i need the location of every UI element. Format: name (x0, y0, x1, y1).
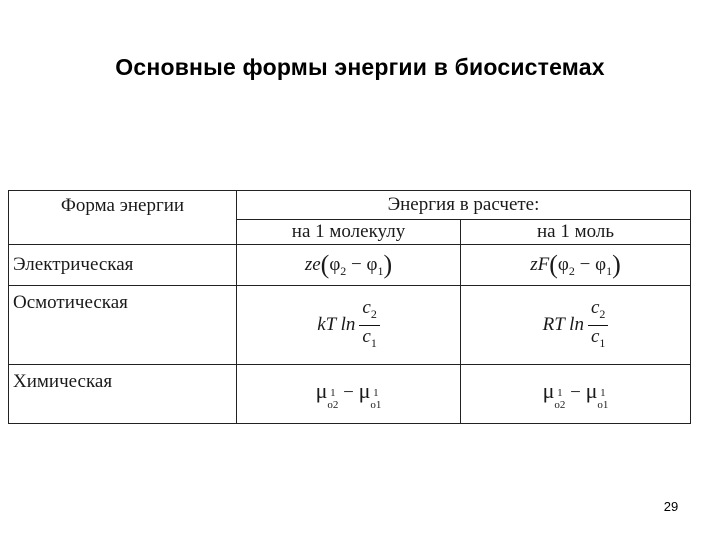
row-label-chemical: Химическая (9, 365, 237, 424)
fraction: $\frac{c_2}{c_1}$ (588, 297, 608, 354)
header-energy-form: Форма энергии (9, 191, 237, 245)
formula-chemical-mole: μ 1 o2 − μ 1 o1 (461, 365, 691, 424)
page-number: 29 (663, 499, 679, 514)
formula-electrical-molecule: $ze(\varphi_2 - \varphi_1)$ (237, 245, 461, 286)
header-per-mole: на 1 моль (461, 220, 691, 245)
table-header-row (9, 191, 691, 220)
table-row (9, 365, 691, 424)
formula-osmotic-molecule: kT ln $\frac{c_2}{c_1}$ (237, 286, 461, 365)
table-row (9, 245, 691, 286)
row-label-electrical: Электрическая (9, 245, 237, 286)
energy-forms-table (8, 190, 691, 424)
formula-chemical-molecule: μ 1 o2 − μ 1 o1 (237, 365, 461, 424)
header-per-molecule: на 1 молекулу (237, 220, 461, 245)
fraction: $\frac{c_2}{c_1}$ (359, 297, 379, 354)
row-label-osmotic: Осмотическая (9, 286, 237, 365)
slide-title: Основные формы энергии в биосистемах (115, 54, 605, 80)
table-row (9, 286, 691, 365)
formula-electrical-mole: $zF(\varphi_2 - \varphi_1)$ (461, 245, 691, 286)
header-energy-calc: Энергия в расчете: (237, 191, 691, 220)
formula-osmotic-mole: RT ln $\frac{c_2}{c_1}$ (461, 286, 691, 365)
